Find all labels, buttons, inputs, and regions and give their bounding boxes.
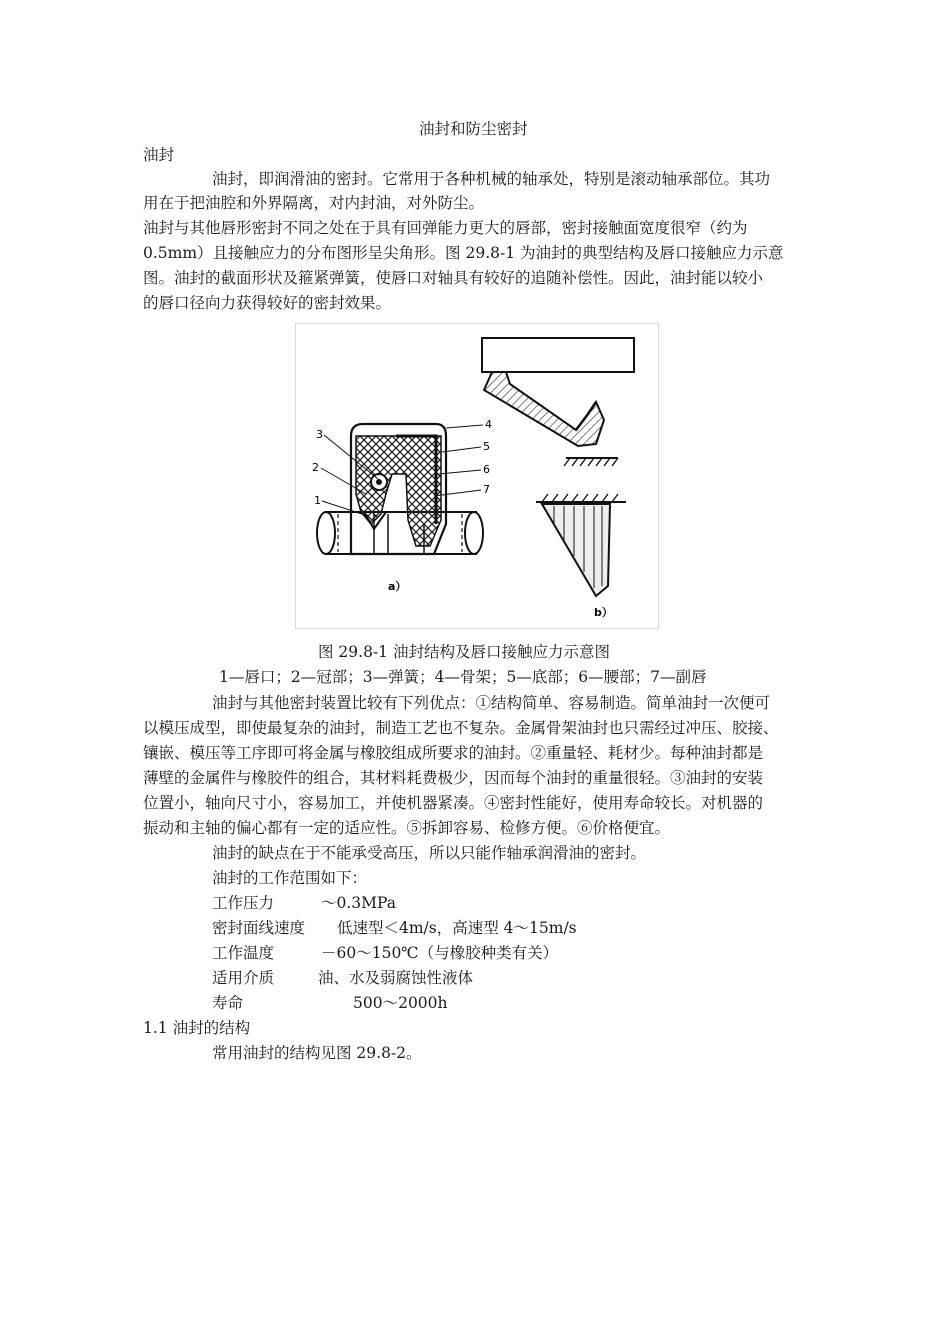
label-1: 1 — [314, 494, 321, 507]
figure-caption: 图 29.8-1 油封结构及唇口接触应力示意图 — [318, 643, 610, 661]
spec-label: 适用介质 — [212, 969, 275, 987]
subsection-heading: 1.1 油封的结构 — [143, 1019, 251, 1037]
seal-cross-section — [351, 424, 446, 554]
label-6: 6 — [483, 463, 490, 476]
spec-value: 低速型＜4m/s，高速型 4～15m/s — [337, 919, 577, 937]
spec-label: 密封面线速度 — [212, 919, 306, 937]
label-5: 5 — [483, 440, 490, 453]
label-3: 3 — [316, 428, 323, 441]
paragraph-line: 用在于把油腔和外界隔离，对内封油，对外防尘。 — [143, 194, 485, 212]
contact-stress-diagram — [536, 494, 626, 596]
paragraph-line: 图。油封的截面形状及箍紧弹簧，使唇口对轴具有较好的追随补偿性。因此，油封能以较小 — [143, 269, 764, 287]
section-heading: 油封 — [143, 146, 175, 164]
paragraph-line: 油封的缺点在于不能承受高压，所以只能作轴承润滑油的密封。 — [212, 844, 647, 862]
spec-label: 工作压力 — [212, 894, 275, 912]
paragraph-line: 镶嵌、模压等工序即可将金属与橡胶组成所要求的油封。②重量轻、耗材少。每种油封都是 — [143, 744, 764, 762]
paragraph-line: 以模压成型，即使最复杂的油封，制造工艺也不复杂。金属骨架油封也只需经过冲压、胶接、 — [143, 719, 779, 737]
label-7: 7 — [483, 483, 490, 496]
paragraph-line: 油封与其他密封装置比较有下列优点：①结构简单、容易制造。简单油封一次便可 — [212, 694, 771, 712]
paragraph-line: 常用油封的结构见图 29.8-2。 — [212, 1044, 422, 1062]
paragraph-line: 薄壁的金属件与橡胶件的组合，其材料耗费极少，因而每个油封的重量很轻。③油封的安装 — [143, 769, 764, 787]
spec-value: 油、水及弱腐蚀性液体 — [318, 969, 474, 987]
label-2: 2 — [312, 461, 319, 474]
shaft-drawing — [317, 512, 483, 554]
paragraph-line: 振动和主轴的偏心都有一定的适应性。⑤拆卸容易、检修方便。⑥价格便宜。 — [143, 819, 671, 837]
paragraph-line: 油封的工作范围如下： — [212, 869, 368, 887]
label-4: 4 — [485, 418, 492, 431]
paragraph-line: 0.5mm）且接触应力的分布图形呈尖角形。图 29.8-1 为油封的典型结构及唇口接触应力示意 — [143, 244, 784, 262]
spec-label: 寿命 — [212, 994, 244, 1012]
lip-detail-drawing — [482, 338, 634, 466]
paragraph-line: 的唇口径向力获得较好的密封效果。 — [143, 294, 392, 312]
page-title: 油封和防尘密封 — [419, 120, 528, 138]
oil-seal-figure — [295, 323, 659, 629]
paragraph-line: 位置小，轴向尺寸小，容易加工，并使机器紧凑。④密封性能好，使用寿命较长。对机器的 — [143, 794, 764, 812]
panel-a-label: a） — [388, 580, 407, 593]
spec-value: ～0.3MPa — [321, 894, 396, 912]
spec-value: 500～2000h — [353, 994, 448, 1012]
paragraph-line: 油封与其他唇形密封不同之处在于具有回弹能力更大的唇部，密封接触面宽度很窄（约为 — [143, 219, 748, 237]
oil-seal-drawing — [296, 324, 658, 628]
figure-legend: 1—唇口；2—冠部；3—弹簧；4—骨架；5—底部；6—腰部；7—副唇 — [219, 668, 707, 686]
spec-label: 工作温度 — [212, 944, 275, 962]
spec-value: －60～150℃（与橡胶种类有关） — [321, 944, 559, 962]
panel-b-label: b） — [594, 606, 613, 619]
paragraph-line: 油封，即润滑油的密封。它常用于各种机械的轴承处，特别是滚动轴承部位。其功 — [212, 170, 771, 188]
